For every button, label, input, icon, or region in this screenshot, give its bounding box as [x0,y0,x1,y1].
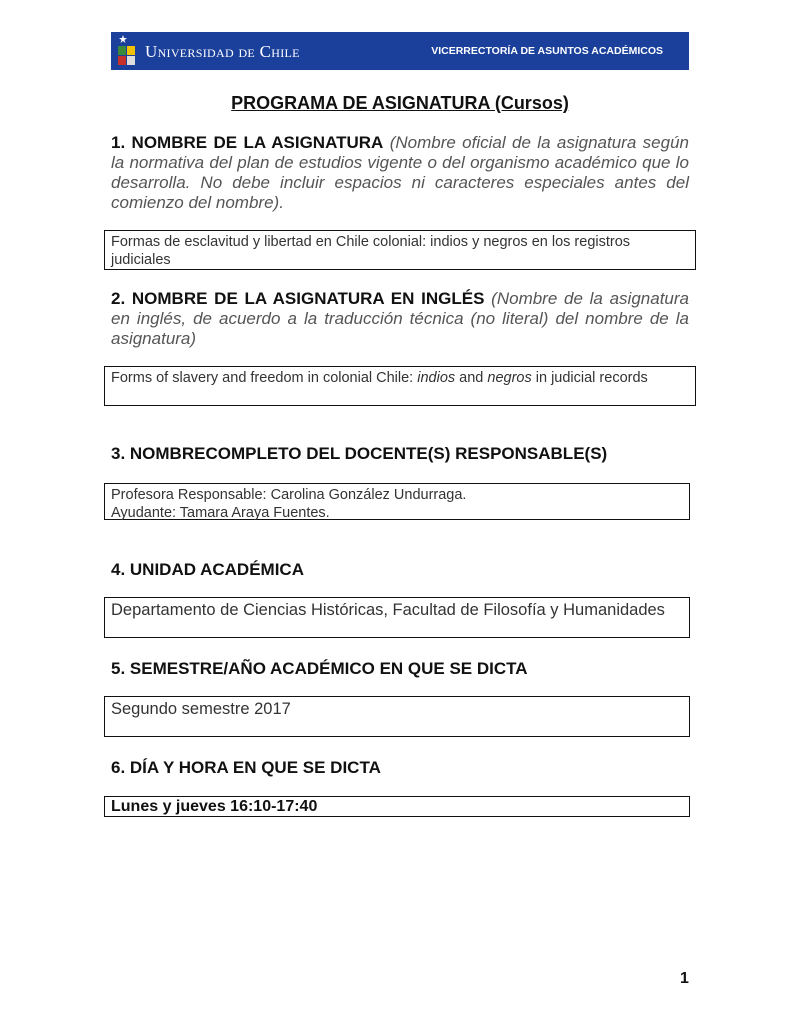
section-1-heading: 1. NOMBRE DE LA ASIGNATURA (Nombre oficial de la asignatura según la normativa del plan de estudios vigente o del organismo académico que lo desarrolla. No debe incluir espacios ni caracteres especiales antes del comienzo del nombre). [111,133,689,212]
semester-box: Segundo semestre 2017 [104,696,690,737]
section-3-heading: 3. NOMBRECOMPLETO DEL DOCENTE(S) RESPONSABLE(S) [111,444,608,463]
header-banner [111,32,689,70]
academic-unit-box: Departamento de Ciencias Históricas, Facultad de Filosofía y Humanidades [104,597,690,638]
course-name: Formas de esclavitud y libertad en Chile colonial: indios y negros en los registros judiciales [111,234,631,268]
schedule-box: Lunes y jueves 16:10-17:40 [104,796,690,817]
university-crest-icon [117,35,137,67]
instructors-box [104,483,690,520]
section-4-heading: 4. UNIDAD ACADÉMICA [111,560,304,579]
university-name: Universidad de Chile [145,42,300,61]
assistant-line: Ayudante: Tamara Araya Fuentes. [111,505,330,521]
course-name-box [104,230,696,270]
page-number: 1 [680,970,689,987]
page-title: PROGRAMA DE ASIGNATURA (Cursos) [231,93,569,113]
section-2-heading: 2. NOMBRE DE LA ASIGNATURA EN INGLÉS (Nombre de la asignatura en inglés, de acuerdo a la traducción técnica (no literal) del nombre de la asignatura) [111,289,689,348]
course-name-english-box: Forms of slavery and freedom in colonial Chile: indios and negros in judicial records [104,366,696,406]
section-5-heading: 5. SEMESTRE/AÑO ACADÉMICO EN QUE SE DICTA [111,659,528,678]
instructor-line: Profesora Responsable: Carolina González Undurraga. [111,487,467,503]
office-name: VICERRECTORÍA DE ASUNTOS ACADÉMICOS [431,45,663,57]
section-6-heading: 6. DÍA Y HORA EN QUE SE DICTA [111,758,381,777]
